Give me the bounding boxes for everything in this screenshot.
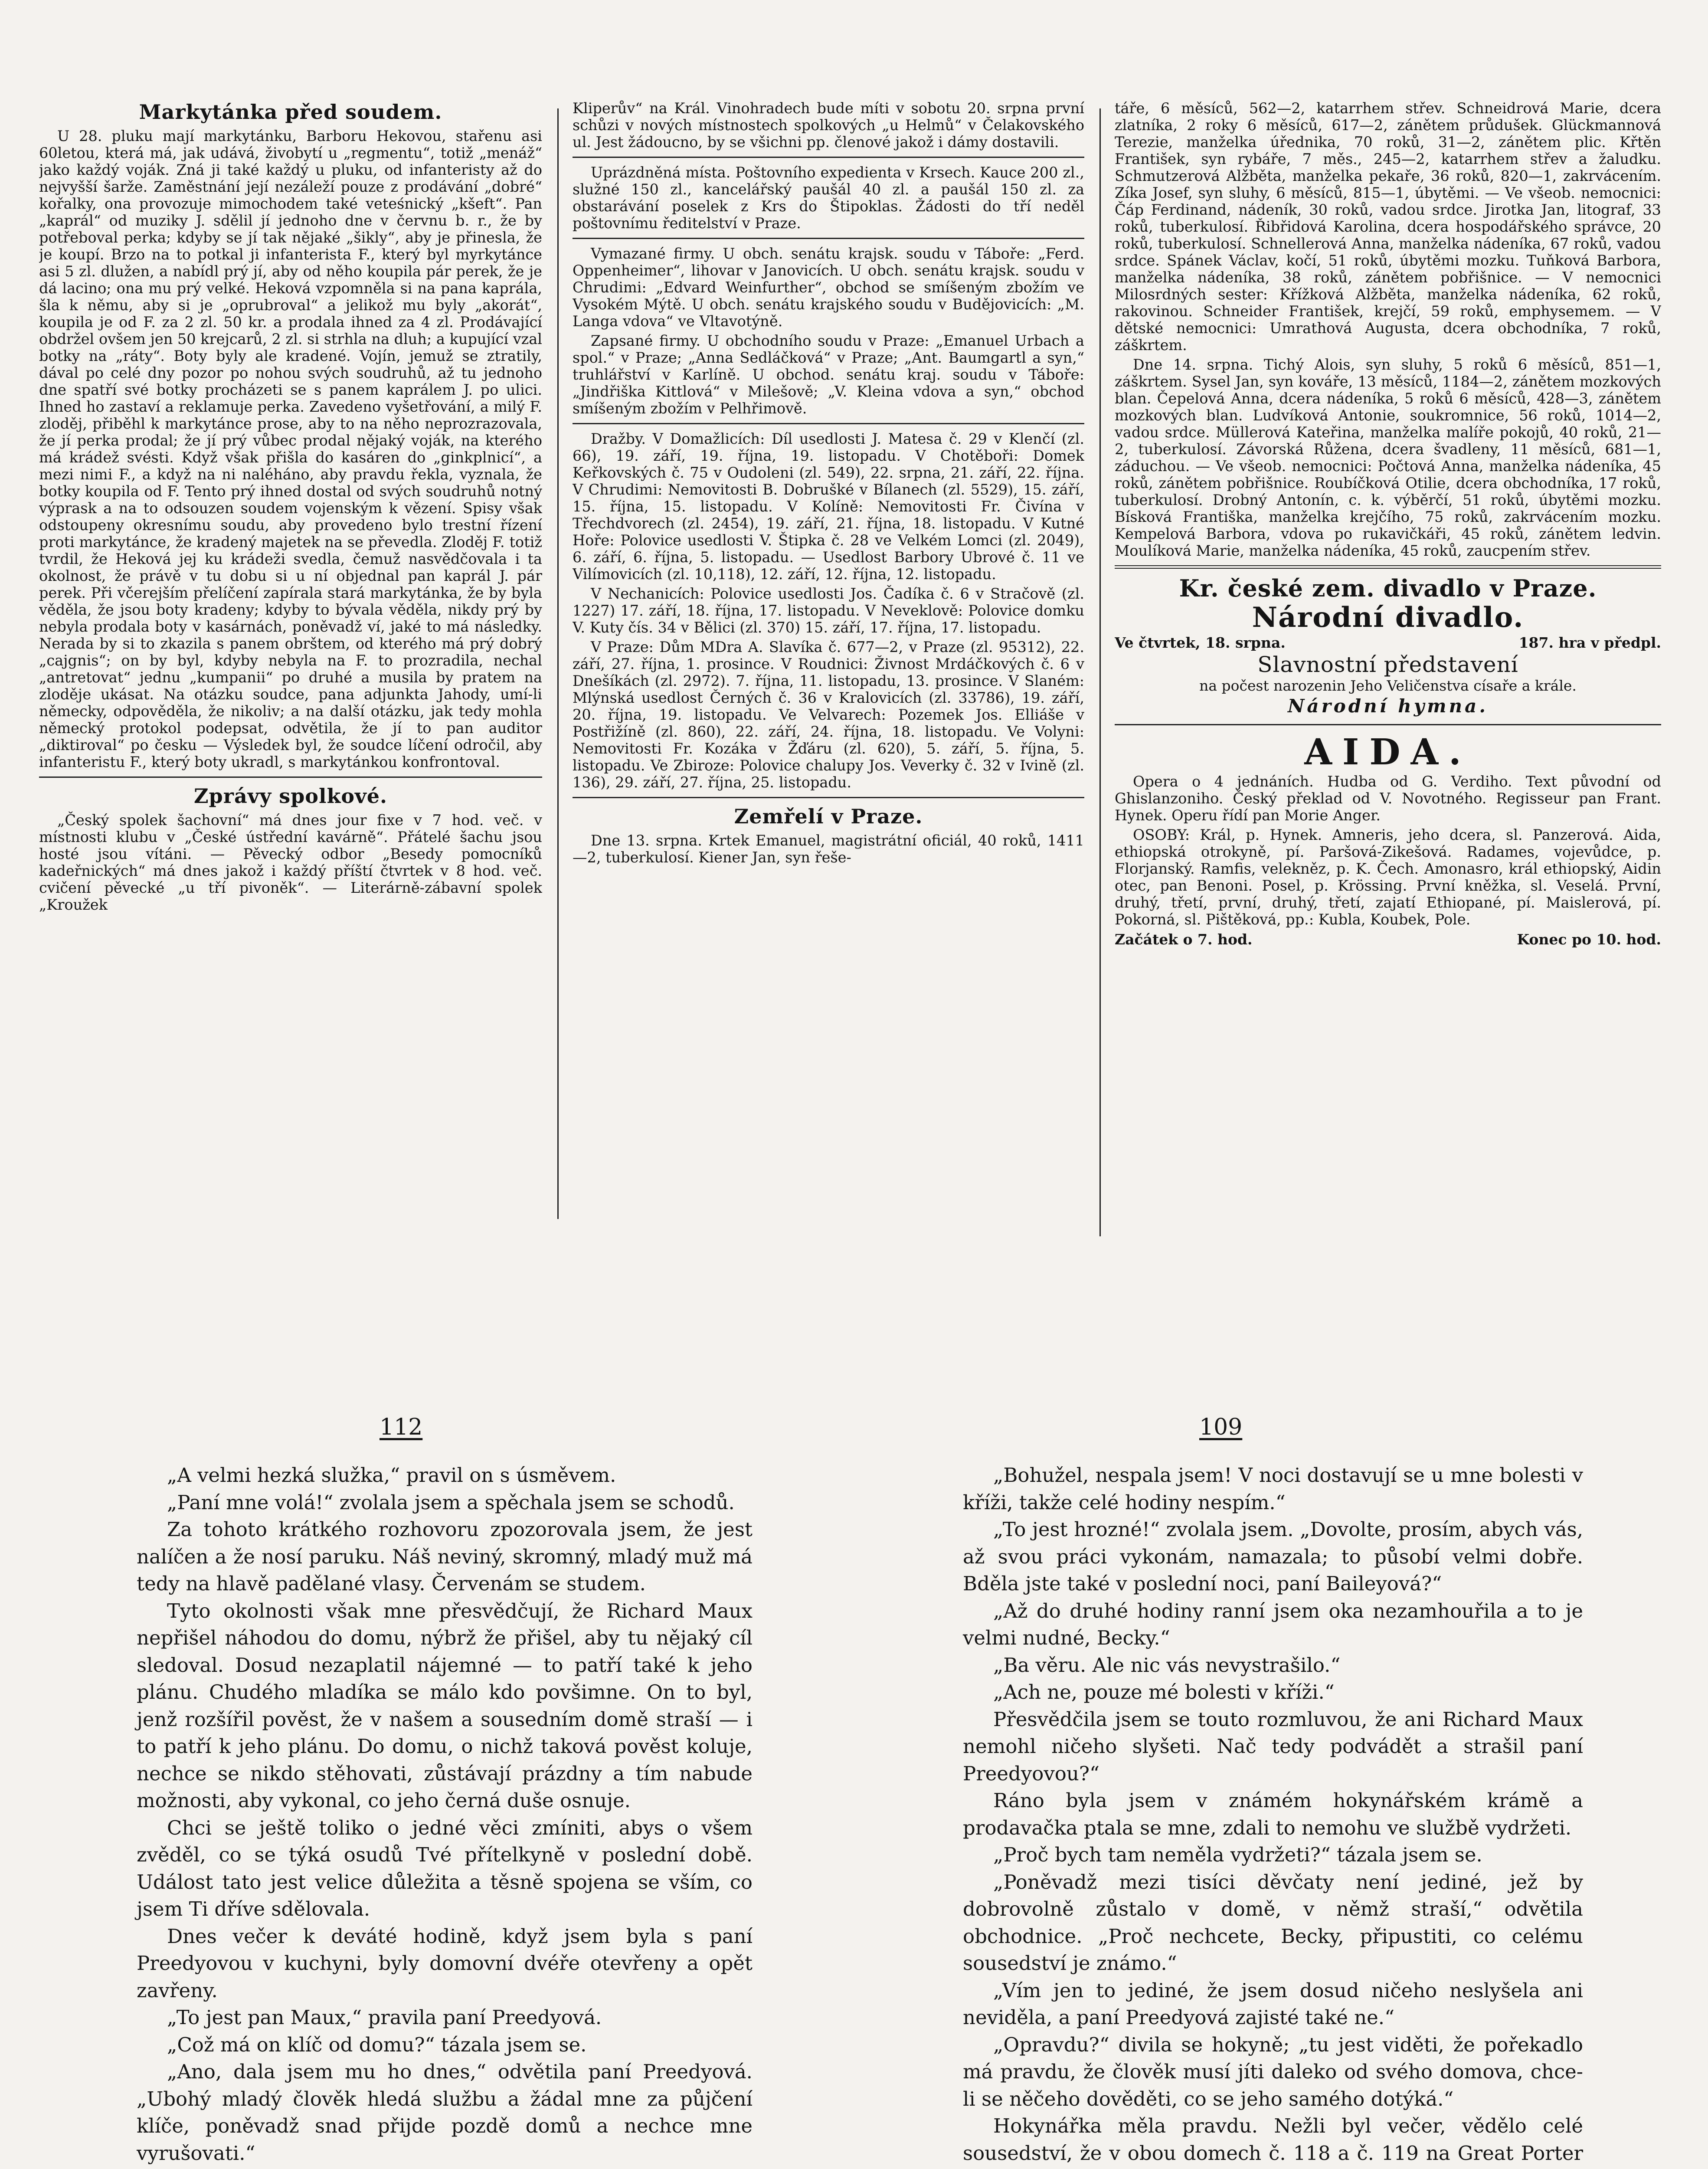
newspaper-column-2 (573, 100, 1084, 1236)
book-paragraph: „A velmi hezká služka,“ pravil on s úsměvem. (167, 1464, 616, 1487)
book-paragraph: Ráno byla jsem v známém hokynářském krámě a prodavačka ptala se mne, zdali to nemohu ve službě vydržeti. (963, 1789, 1583, 1839)
newspaper-column-3 (1115, 100, 1661, 1236)
opera-description: Opera o 4 jednáních. Hudba od G. Verdiho. Text původní od Ghislanzoniho. Český překlad od V. Novotného. Regisseur pan Frant. Hynek. Operu řídí pan Morie Anger. (1115, 773, 1661, 824)
theatre-date: Ve čtvrtek, 18. srpna. (1115, 634, 1286, 651)
book-paragraph: „Ach ne, pouze mé bolesti v kříži.“ (993, 1681, 1335, 1704)
book-page-left (137, 1414, 753, 2169)
theatre-start: Začátek o 7. hod. (1115, 931, 1253, 948)
article-heading: Markytánka před soudem. (139, 100, 442, 124)
theatre-subscription: 187. hra v předpl. (1518, 634, 1661, 651)
page-number: 109 (1199, 1414, 1243, 1440)
divider (1115, 724, 1661, 725)
article-text: „Český spolek šachovní“ má dnes jour fixe v 7 hod. več. v místnosti klubu v „České ústřední kavárně“. Přátelé šachu jsou hosté jsou vítáni. — Pěvecký odbor „Besedy pomocníků kadeřnických“ má dnes jakož i každý příští čtvrtek v 8 hod. več. cvičení pěvecké „u tří pivoněk“. — Literárně-zábavní spolek „Kroužek (39, 812, 542, 913)
article-heading: Zprávy spolkové. (193, 784, 388, 808)
book-text (137, 1462, 753, 2167)
article-heading: Zemřelí v Praze. (734, 805, 923, 828)
divider (573, 238, 1084, 239)
newspaper-column-1 (39, 100, 542, 1236)
divider (573, 157, 1084, 158)
theatre-date-row (1115, 634, 1661, 652)
theatre-event: Slavnostní představení (1257, 652, 1518, 677)
book-page-right (963, 1414, 1583, 2169)
theatre-house: Kr. české zem. divadlo v Praze. (1179, 574, 1597, 602)
theatre-anthem: Národní hymna. (1288, 695, 1488, 717)
book-paragraph: Hokynářka měla pravdu. Nežli byl večer, vědělo celé sousedství, že v obou domech č. 118 a č. 119 na Great Porter (963, 2114, 1583, 2165)
book-paragraph: Za tohoto krátkého rozhovoru zpozorovala jsem, že jest nalíčen a že nosí paruku. Náš neviný, skromný, mladý muž má tedy na hlavě padělané vlasy. Červenám se studem. (137, 1518, 753, 1595)
article-text: Uprázdněná místa. Poštovního expedienta v Krsech. Kauce 200 zl., služné 150 zl., kancelářský paušál 40 zl. a paušál 150 zl. za obstarávání poselek z Krs do Štipoklas. Žádosti do tří neděl poštovnímu ředitelství v Praze. (573, 164, 1084, 232)
article-text: Dne 13. srpna. Krtek Emanuel, magistrátní oficiál, 40 roků, 1411—2, tuberkulosí. Kiener Jan, syn řeše- (573, 832, 1084, 866)
column-rule (1099, 108, 1101, 1236)
theatre-announcement (1115, 575, 1661, 773)
book-paragraph: „Ba věru. Ale nic vás nevystrašilo.“ (993, 1653, 1341, 1677)
book-text (963, 1462, 1583, 2169)
article-text: V Praze: Dům MDra A. Slavíka č. 677—2, v Praze (zl. 95312), 22. září, 27. října, 1. prosince. V Roudnici: Živnost Mrdáčkových č. 6 v Dnešíkách (zl. 2972). 7. října, 11. listopadu, 13. prosince. V Slaném: Mlýnská usedlost Černých č. 36 v Kralovicích (zl. 33786), 19. září, 20. října, 19. listopadu. Ve Velvarech: Pozemek Jos. Elliáše v Postřižíně (zl. 860), 22. září, 24. října, 18. listopadu. Ve Volyni: Nemovitosti Fr. Kozáka v Žďáru (zl. 620), 5. září, 5. října, 5. listopadu. Ve Zbiroze: Polovice chalupy Jos. Veverky č. 32 v Ivině (zl. 136), 29. září, 27. října, 25. listopadu. (573, 639, 1084, 791)
book-paragraph: „Opravdu?“ divila se hokyně; „tu jest viděti, že pořekadlo má pravdu, že člověk musí jíti daleko od svého domova, chce-li se něčeho dověděti, co se jeho samého dotýká.“ (963, 2033, 1583, 2110)
book-paragraph: „Proč bych tam neměla vydržeti?“ tázala jsem se. (993, 1843, 1482, 1866)
article-text: Dražby. V Domažlicích: Díl usedlosti J. Matesa č. 29 v Klenčí (zl. 66), 19. září, 19. října, 19. listopadu. V Chotěboři: Domek Keřkovských č. 75 v Oudoleni (zl. 549), 22. srpna, 21. září, 22. října. V Chrudimi: Nemovitosti B. Dobrušké v Bílanech (zl. 5529), 15. září, 15. října, 15. listopadu. V Kolíně: Nemovitosti Fr. Čivína v Třechdvorech (zl. 2454), 19. září, 21. října, 18. listopadu. V Kutné Hoře: Polovice usedlosti V. Štipka č. 28 ve Velkém Lomci (zl. 2049), 6. září, 6. října, 5. listopadu. — Usedlost Barbory Ubrové č. 11 ve Vilímovicích (zl. 10,118), 12. září, 12. října, 12. listopadu. (573, 430, 1084, 583)
book-paragraph: „Poněvadž mezi tisíci děvčaty není jediné, jež by dobrovolně zůstalo v domě, v němž straší,“ odvětila obchodnice. „Proč nechcete, Becky, připustiti, co celému sousedství je známo.“ (963, 1870, 1583, 1975)
opera-title: AIDA. (1304, 731, 1472, 773)
newspaper-section (39, 100, 1661, 1236)
book-paragraph: Přesvědčila jsem se touto rozmluvou, že ani Richard Maux nemohl ničeho slyšeti. Nač tedy podvádět a strašil paní Preedyovou?“ (963, 1707, 1583, 1785)
divider (1115, 565, 1661, 569)
article-text: V Nechanicích: Polovice usedlosti Jos. Čadíka č. 6 v Stračově (zl. 1227) 17. září, 18. října, 17. listopadu. V Neveklově: Polovice domku V. Kuty čís. 34 v Bělici (zl. 370) 15. září, 17. října, 17. listopadu. (573, 585, 1084, 636)
page-number: 112 (380, 1414, 423, 1440)
book-paragraph: Tyto okolnosti však mne přesvědčují, že Richard Maux nepřišel náhodou do domu, nýbrž že přišel, aby tu nějaký cíl sledoval. Dosud nezaplatil nájemné — to patří také k jeho plánu. Chudého mladíka se málo kdo povšimne. On to byl, jenž rozšířil pověst, že v našem a sousedním domě straší — i to patří k jeho plánu. Do domu, o nichž taková pověst koluje, nechce se nikdo stěhovati, zůstávají prázdny a tím nabude možnosti, aby vykonal, co jeho černá duše osnuje. (137, 1599, 753, 1812)
divider (39, 777, 542, 778)
book-paragraph: „Paní mne volá!“ zvolala jsem a spěchala jsem se schodů. (167, 1491, 735, 1514)
book-paragraph: „Až do druhé hodiny ranní jsem oka nezamhouřila a to je velmi nudné, Becky.“ (963, 1599, 1583, 1649)
article-text: U 28. pluku mají markytánku, Barboru Hekovou, stařenu asi 60letou, která má, jak udává, živobytí u „regmentu“, totiž „menáž“ jako každý voják. Zná ji také každý u pluku, od infanteristy až do nejvyšší šarže. Zaměstnání její nezáleží pouze z prodávání „dobré“ kořalky, ona provozuje mimochodem také veteśnický „kšeft“. Pan „kaprál“ od muziky J. sdělil jí jednoho dne v červnu b. r., že by potřeboval perka; kdyby se jí tak nějaké „šikly“, aby je přinesla, že je koupí. Brzo na to potkal ji infanterista F., který byl myrkytánce asi 5 zl. dlužen, a nabídl prý jí, aby od něho koupila pár perek, že je dá lacino; ona mu prý velké. Heková vzpomněla si na pana kaprála, šla k němu, aby si je „oprubroval“ a jelikož mu byly „akorát“, koupila je od F. za 2 zl. 50 kr. a prodala ihned za 4 zl. Prodávající obdržel ovšem jen 50 krejcarů, 2 zl. si strhla na dluh; a kupující vzal botky na „ráty“. Boty byly ale kradené. Vojín, jemuž se ztratily, dával po celé dny pozor po nohou svých soudruhů, až tu jednoho dne spatří své botky procházeti se s panem kaprálem J. po ulici. Ihned ho zastaví a reklamuje perka. Zavedeno vyšetřování, a milý F. zloděj, přiběhl k markytánce prose, aby to na něho neprozrazovala, že jí perka prodal; že jí prý vůbec prodal nějaký voják, na kterého má krádež svésti. Když však přišla do kasáren do „ginkplnicí“, a mezi nimi F., a když na ni naléháno, aby pravdu řekla, vyznala, že botky koupila od F. Tento prý ihned dostal od svých soudruhů notný výprask a na to odsouzen soudem vojenským k vězení. Spisy však odstoupeny okresnímu soudu, aby provedeno bylo trestní řízení proti markytánce, že kradený majetek na se převedla. Zloděj F. totiž tvrdil, že Heková jej ku krádeži svedla, čemuž nasvědčovala i ta okolnost, že právě v tu dobu si u ní objednal pan kaprál J. pár perek. Při včerejším přelíčení zapírala stará markytánka, že by byla věděla, že jsou boty kradeny; kdyby to bývala věděla, nikdy prý by nebyla prodala boty v kasárnách, poněvadž ví, jaké to má následky. Nerada by si to zkazila s panem obrštem, od kterého má prý dobrý „cajgnis“; on by byl, kdyby nebyla na F. to prozradila, nechal „antretovat“ jednu „kumpanii“ po druhé a musila by pratem na zloděje ukásat. Na otázku soudce, pana adjunkta Jahody, umí-li německy, odpověděla, že nikoliv; a na další otázku, jak tedy mohla německý protokol podepsat, odvětila, že jí to pan auditor „diktiroval“ po česku — Výsledek byl, že soudce líčení odročil, aby infanteristu F., který boty ukradl, s markytánkou konfrontoval. (39, 128, 542, 770)
article-text: Kliperův“ na Král. Vinohradech bude míti v sobotu 20. srpna první schůzi v nových místnostech spolkových „u Helmů“ v Čelakovského ul. Jest žádoucno, by se všichni pp. členové jakož i dámy dostavili. (573, 100, 1084, 151)
article-text: táře, 6 měsíců, 562—2, katarrhem střev. Schneidrová Marie, dcera zlatníka, 2 roky 6 měsíců, 617—2, zánětem průdušek. Glückmannová Terezie, manželka úřednika, 70 roků, 31—2, zánětem plic. Křtěn František, syn rybáře, 7 měs., 245—2, katarrhem střev a žaludku. Schmutzerová Alžběta, manželka pekaře, 36 roků, 820—1, zakrvácením. Zíka Josef, syn sluhy, 6 měsíců, 815—1, úbytěmi. — Ve všeob. nemocnici: Čáp Ferdinand, nádeník, 30 roků, vadou srdce. Jirotka Jan, litograf, 33 roků, tuberkulosí. Řibřidová Karolina, dcera hospodářského správce, 20 roků, tuberkulosí. Schnellerová Anna, manželka nádeníka, 67 roků, vadou srdce. Spánek Václav, kočí, 51 roků, úbytěmi mozku. Tuňková Barbora, manželka nádeníka, 38 roků, zánětem pobřišnice. — V nemocnici Milosrdných sester: Křížková Alžběta, manželka nádeníka, 62 roků, rakovinou. Schneider František, krejčí, 59 roků, emphysemem. — V dětské nemocnici: Umrathová Augusta, dcera obchodníka, 7 roků, záškrtem. (1115, 100, 1661, 354)
theatre-name: Národní divadlo. (1252, 601, 1524, 634)
column-rule (557, 108, 559, 1219)
book-paragraph: Chci se ještě toliko o jedné věci zmíniti, abys o všem zvěděl, co se týká osudů Tvé přítelkyně v poslední době. Událost tato jest velice důležita a těsně spojena se vším, co jsem Ti dříve sdělovala. (137, 1816, 753, 1920)
divider (573, 423, 1084, 424)
article-text: Zapsané firmy. U obchodního soudu v Praze: „Emanuel Urbach a spol.“ v Praze; „Anna Sedláčková“ v Praze; „Ant. Baumgartl a syn,“ truhlářství v Karlíně. U obchod. senátu kraj. soudu v Táboře: „Jindřiška Kittlová“ v Milešově; „V. Kleina vdova a syn,“ obchod smíšeným zbožím v Pelhřimově. (573, 332, 1084, 417)
book-paragraph: „Bohužel, nespala jsem! V noci dostavují se u mne bolesti v kříži, takže celé hodiny nespím.“ (963, 1464, 1583, 1514)
article-text: Vymazané firmy. U obch. senátu krajsk. soudu v Táboře: „Ferd. Oppenheimer“, lihovar v Janovicích. U obch. senátu krajsk. soudu v Chrudimi: „Edvard Weinfurther“, obchod se smíšeným zbožím ve Vysokém Mýtě. U obch. senátu krajského soudu v Budějovicích: „M. Langa vdova“ ve Vltavotýně. (573, 245, 1084, 330)
book-paragraph: „Což má on klíč od domu?“ tázala jsem se. (167, 2033, 587, 2056)
book-paragraph: „To jest pan Maux,“ pravila paní Preedyová. (167, 2006, 602, 2029)
book-paragraph: „To jest hrozné!“ zvolala jsem. „Dovolte, prosím, abych vás, až svou práci vykonám, namazala; to působí velmi dobře. Bděla jste také v poslední noci, paní Baileyová?“ (963, 1518, 1583, 1595)
divider (573, 797, 1084, 798)
theatre-occasion: na počest narozenin Jeho Veličenstva císaře a krále. (1199, 677, 1577, 694)
opera-cast: OSOBY: Král, p. Hynek. Amneris, jeho dcera, sl. Panzerová. Aida, ethiopská otrokyně, pí. Paršová-Zikešová. Radames, vojevůdce, p. Florjanský. Ramfis, velekněz, p. K. Čech. Amonasro, král ethiopský, Aidin otec, pan Benoni. Posel, p. Krössing. První kněžka, sl. Veselá. První, druhý, třetí, první, druhý, třetí, zajatí Ethiopané, pí. Maislerová, pí. Pokorná, sl. Pištěková, pp.: Kubla, Koubek, Pole. (1115, 826, 1661, 928)
book-paragraph: „Ano, dala jsem mu ho dnes,“ odvětila paní Preedyová. „Ubohý mladý člověk hledá službu a žádal mne za půjčení klíče, poněvadž snad přijde pozdě domů a nechce mne vyrušovati.“ (137, 2060, 753, 2165)
book-paragraph: Dnes večer k deváté hodině, když jsem byla s paní Preedyovou v kuchyni, byly domovní dvéře otevřeny a opět zavřeny. (137, 1924, 753, 2002)
theatre-end: Konec po 10. hod. (1517, 931, 1661, 948)
book-paragraph: „Vím jen to jediné, že jsem dosud ničeho neslyšela ani neviděla, a paní Preedyová zajisté také ne.“ (963, 1979, 1583, 2029)
theatre-times (1115, 931, 1661, 949)
article-text: Dne 14. srpna. Tichý Alois, syn sluhy, 5 roků 6 měsíců, 851—1, záškrtem. Sysel Jan, syn kováře, 13 měsíců, 1184—2, zánětem mozkových blan. Čepelová Anna, dcera nádeníka, 5 roků 6 měsíců, 428—3, zánětem mozkových blan. Ludvíková Antonie, soukromnice, 56 roků, 1014—2, vadou srdce. Müllerová Kateřina, manželka malíře pokojů, 40 roků, 21—2, tuberkulosí. Závorská Růžena, dcera švadleny, 11 měsíců, 681—1, záduchou. — Ve všeob. nemocnici: Počtová Anna, manželka nádeníka, 45 roků, zánětem pobřišnice. Roubíčková Otilie, dcera obchodníka, 17 roků, tuberkulosí. Drobný Antonín, c. k. výběrčí, 51 roků, úbytěmi mozku. Bísková Františka, manželka krejčího, 75 roků, zakrvácením mozku. Kempelová Barbora, vdova po rukavičkáři, 45 roků, zánětem ledvin. Moulíková Marie, manželka nádeníka, 45 roků, zaucpením střev. (1115, 356, 1661, 559)
